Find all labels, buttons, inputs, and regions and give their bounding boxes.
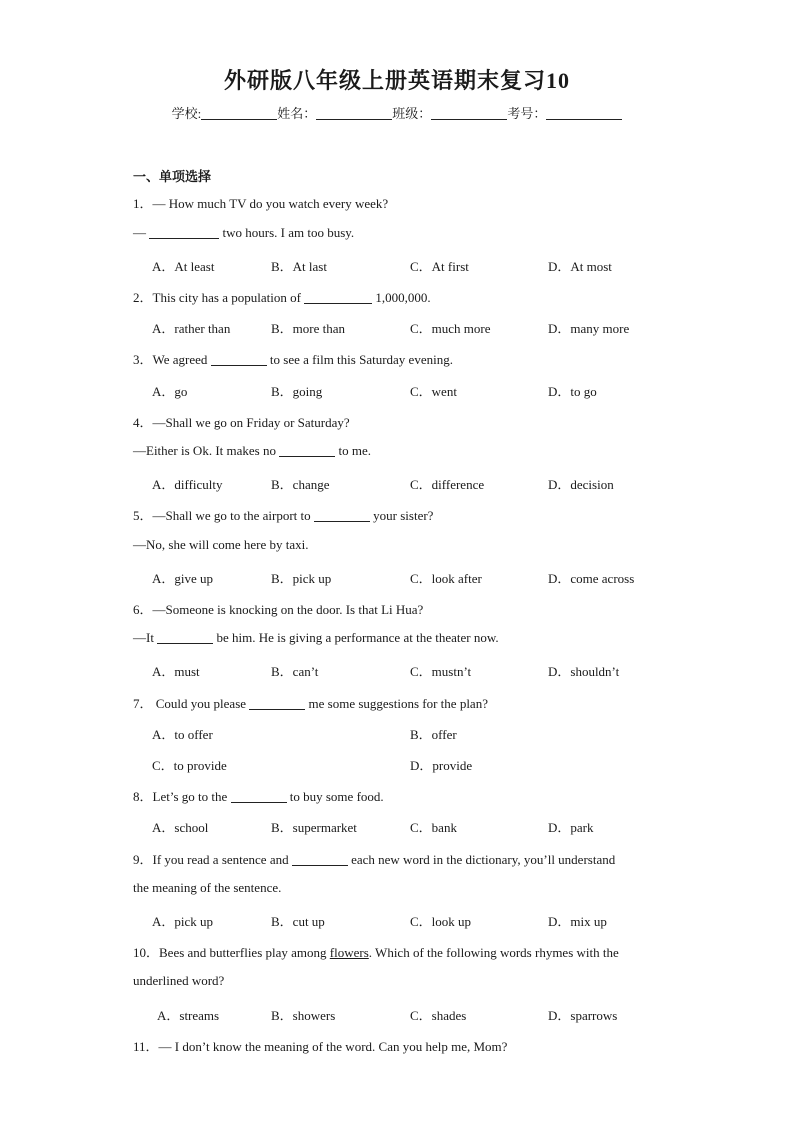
question-9-line-2: the meaning of the sentence. xyxy=(133,880,282,895)
q4-option-b[interactable]: B．change xyxy=(271,477,330,492)
q8-option-a[interactable]: A．school xyxy=(152,820,209,835)
q7-option-a[interactable]: A．to offer xyxy=(152,727,213,742)
section-title: 一、单项选择 xyxy=(133,169,212,184)
number-label: 考号： xyxy=(507,106,547,121)
question-4-line-2: —Either is Ok. It makes no to me. xyxy=(133,443,371,458)
q3-option-a[interactable]: A．go xyxy=(152,384,188,399)
q3-option-d[interactable]: D．to go xyxy=(548,384,597,399)
q5-option-a[interactable]: A．give up xyxy=(152,571,214,586)
q8-option-c[interactable]: C．bank xyxy=(410,820,457,835)
school-label: 学校: xyxy=(171,106,202,121)
question-6-stem: 6．—Someone is knocking on the door. Is that Li Hua? xyxy=(133,602,424,617)
question-3-stem: 3．We agreed to see a film this Saturday evening. xyxy=(133,352,453,367)
question-1-line-2: — two hours. I am too busy. xyxy=(133,225,355,240)
q6-option-b[interactable]: B．can’t xyxy=(271,664,319,679)
student-info-line xyxy=(0,103,794,122)
q7-option-b[interactable]: B．offer xyxy=(410,727,457,742)
q2-option-a[interactable]: A．rather than xyxy=(152,321,231,336)
q9-option-b[interactable]: B．cut up xyxy=(271,914,325,929)
class-label: 班级： xyxy=(392,106,432,121)
q1-option-d[interactable]: D．At most xyxy=(548,259,612,274)
question-4-stem: 4．—Shall we go on Friday or Saturday? xyxy=(133,415,350,430)
answer-blank[interactable] xyxy=(231,790,287,803)
answer-blank[interactable] xyxy=(149,226,219,239)
question-8-stem: 8．Let’s go to the to buy some food. xyxy=(133,789,384,804)
q8-option-b[interactable]: B．supermarket xyxy=(271,820,357,835)
q2-option-b[interactable]: B．more than xyxy=(271,321,346,336)
question-5-stem: 5．—Shall we go to the airport to your sister? xyxy=(133,508,434,523)
q7-option-d[interactable]: D．provide xyxy=(410,758,473,773)
q4-option-c[interactable]: C．difference xyxy=(410,477,485,492)
underlined-word: flowers xyxy=(329,945,369,960)
q10-option-a[interactable]: A．streams xyxy=(157,1008,220,1023)
q6-option-d[interactable]: D．shouldn’t xyxy=(548,664,620,679)
question-10-line-2: underlined word? xyxy=(133,973,225,988)
page-title: 外研版八年级上册英语期末复习10 xyxy=(223,68,570,93)
q3-option-c[interactable]: C．went xyxy=(410,384,457,399)
question-10-stem: 10．Bees and butterflies play among flowers. Which of the following words rhymes with the xyxy=(133,945,619,960)
q10-option-b[interactable]: B．showers xyxy=(271,1008,336,1023)
q6-option-a[interactable]: A．must xyxy=(152,664,200,679)
q5-option-c[interactable]: C．look after xyxy=(410,571,482,586)
q8-option-d[interactable]: D．park xyxy=(548,820,594,835)
name-blank[interactable] xyxy=(316,106,392,120)
q1-option-b[interactable]: B．At last xyxy=(271,259,327,274)
question-11-stem: 11．— I don’t know the meaning of the word. Can you help me, Mom? xyxy=(133,1039,508,1054)
answer-blank[interactable] xyxy=(292,853,348,866)
question-9-stem: 9．If you read a sentence and each new word in the dictionary, you’ll understand xyxy=(133,852,616,867)
question-7-stem: 7． Could you please me some suggestions for the plan? xyxy=(133,696,488,711)
name-label: 姓名： xyxy=(277,106,317,121)
q10-option-c[interactable]: C．shades xyxy=(410,1008,467,1023)
q5-option-d[interactable]: D．come across xyxy=(548,571,635,586)
answer-blank[interactable] xyxy=(314,509,370,522)
q3-option-b[interactable]: B．going xyxy=(271,384,323,399)
q7-option-c[interactable]: C．to provide xyxy=(152,758,227,773)
q4-option-d[interactable]: D．decision xyxy=(548,477,614,492)
answer-blank[interactable] xyxy=(157,631,213,644)
q1-option-c[interactable]: C．At first xyxy=(410,259,469,274)
answer-blank[interactable] xyxy=(304,291,372,304)
q2-option-c[interactable]: C．much more xyxy=(410,321,491,336)
question-1-stem: 1．— How much TV do you watch every week? xyxy=(133,196,389,211)
number-blank[interactable] xyxy=(546,106,622,120)
q9-option-a[interactable]: A．pick up xyxy=(152,914,214,929)
q9-option-c[interactable]: C．look up xyxy=(410,914,472,929)
question-5-line-2: —No, she will come here by taxi. xyxy=(133,537,309,552)
answer-blank[interactable] xyxy=(211,353,267,366)
question-6-line-2: —It be him. He is giving a performance at the theater now. xyxy=(133,630,499,645)
school-blank[interactable] xyxy=(201,106,277,120)
question-2-stem: 2．This city has a population of 1,000,000. xyxy=(133,290,431,305)
q2-option-d[interactable]: D．many more xyxy=(548,321,630,336)
class-blank[interactable] xyxy=(431,106,507,120)
q5-option-b[interactable]: B．pick up xyxy=(271,571,332,586)
answer-blank[interactable] xyxy=(279,444,335,457)
q1-option-a[interactable]: A．At least xyxy=(152,259,215,274)
q9-option-d[interactable]: D．mix up xyxy=(548,914,607,929)
answer-blank[interactable] xyxy=(249,697,305,710)
q10-option-d[interactable]: D．sparrows xyxy=(548,1008,618,1023)
q4-option-a[interactable]: A．difficulty xyxy=(152,477,223,492)
q6-option-c[interactable]: C．mustn’t xyxy=(410,664,472,679)
